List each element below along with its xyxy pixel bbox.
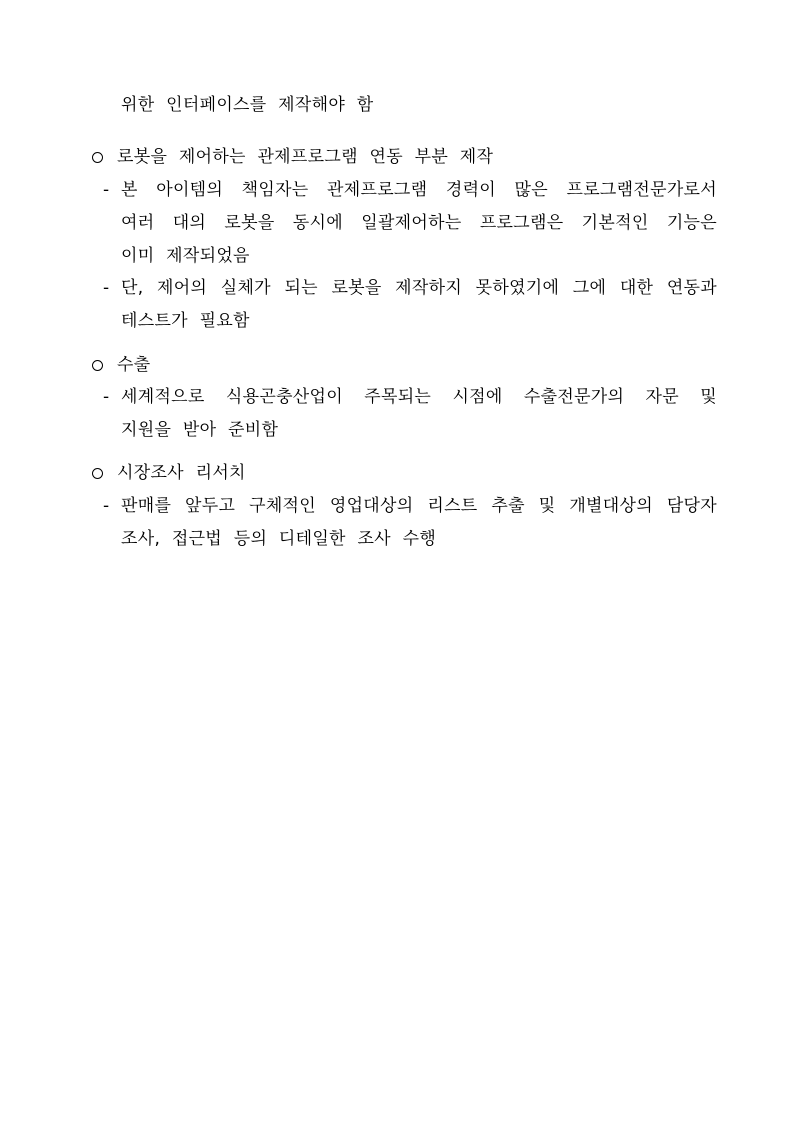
intro-continuation: 위한 인터페이스를 제작해야 함 <box>121 95 374 115</box>
item-line: 테스트가 필요함 <box>121 311 250 331</box>
dash-marker: - <box>103 387 110 407</box>
dash-marker: - <box>103 278 110 298</box>
dash-marker: - <box>103 496 110 516</box>
section-heading: 시장조사 리서치 <box>117 463 246 483</box>
item-line: 조사, 접근법 등의 디테일한 조사 수행 <box>121 529 437 549</box>
circle-bullet-icon <box>92 468 103 479</box>
item-line: 세계적으로 식용곤충산업이 주목되는 시점에 수출전문가의 자문 및 <box>121 387 717 407</box>
item-line: 단, 제어의 실체가 되는 로봇을 제작하지 못하였기에 그에 대한 연동과 <box>121 278 717 298</box>
section-heading: 로봇을 제어하는 관제프로그램 연동 부분 제작 <box>117 147 494 167</box>
item-line: 이미 제작되었음 <box>121 246 250 266</box>
circle-bullet-icon <box>92 360 103 371</box>
section-heading: 수출 <box>117 355 151 375</box>
item-line: 지원을 받아 준비함 <box>121 420 279 440</box>
item-line: 판매를 앞두고 구체적인 영업대상의 리스트 추출 및 개별대상의 담당자 <box>121 496 717 516</box>
circle-bullet-icon <box>92 152 103 163</box>
item-line: 여러 대의 로봇을 동시에 일괄제어하는 프로그램은 기본적인 기능은 <box>121 213 717 233</box>
item-line: 본 아이템의 책임자는 관제프로그램 경력이 많은 프로그램전문가로서 <box>121 180 717 200</box>
dash-marker: - <box>103 180 110 200</box>
